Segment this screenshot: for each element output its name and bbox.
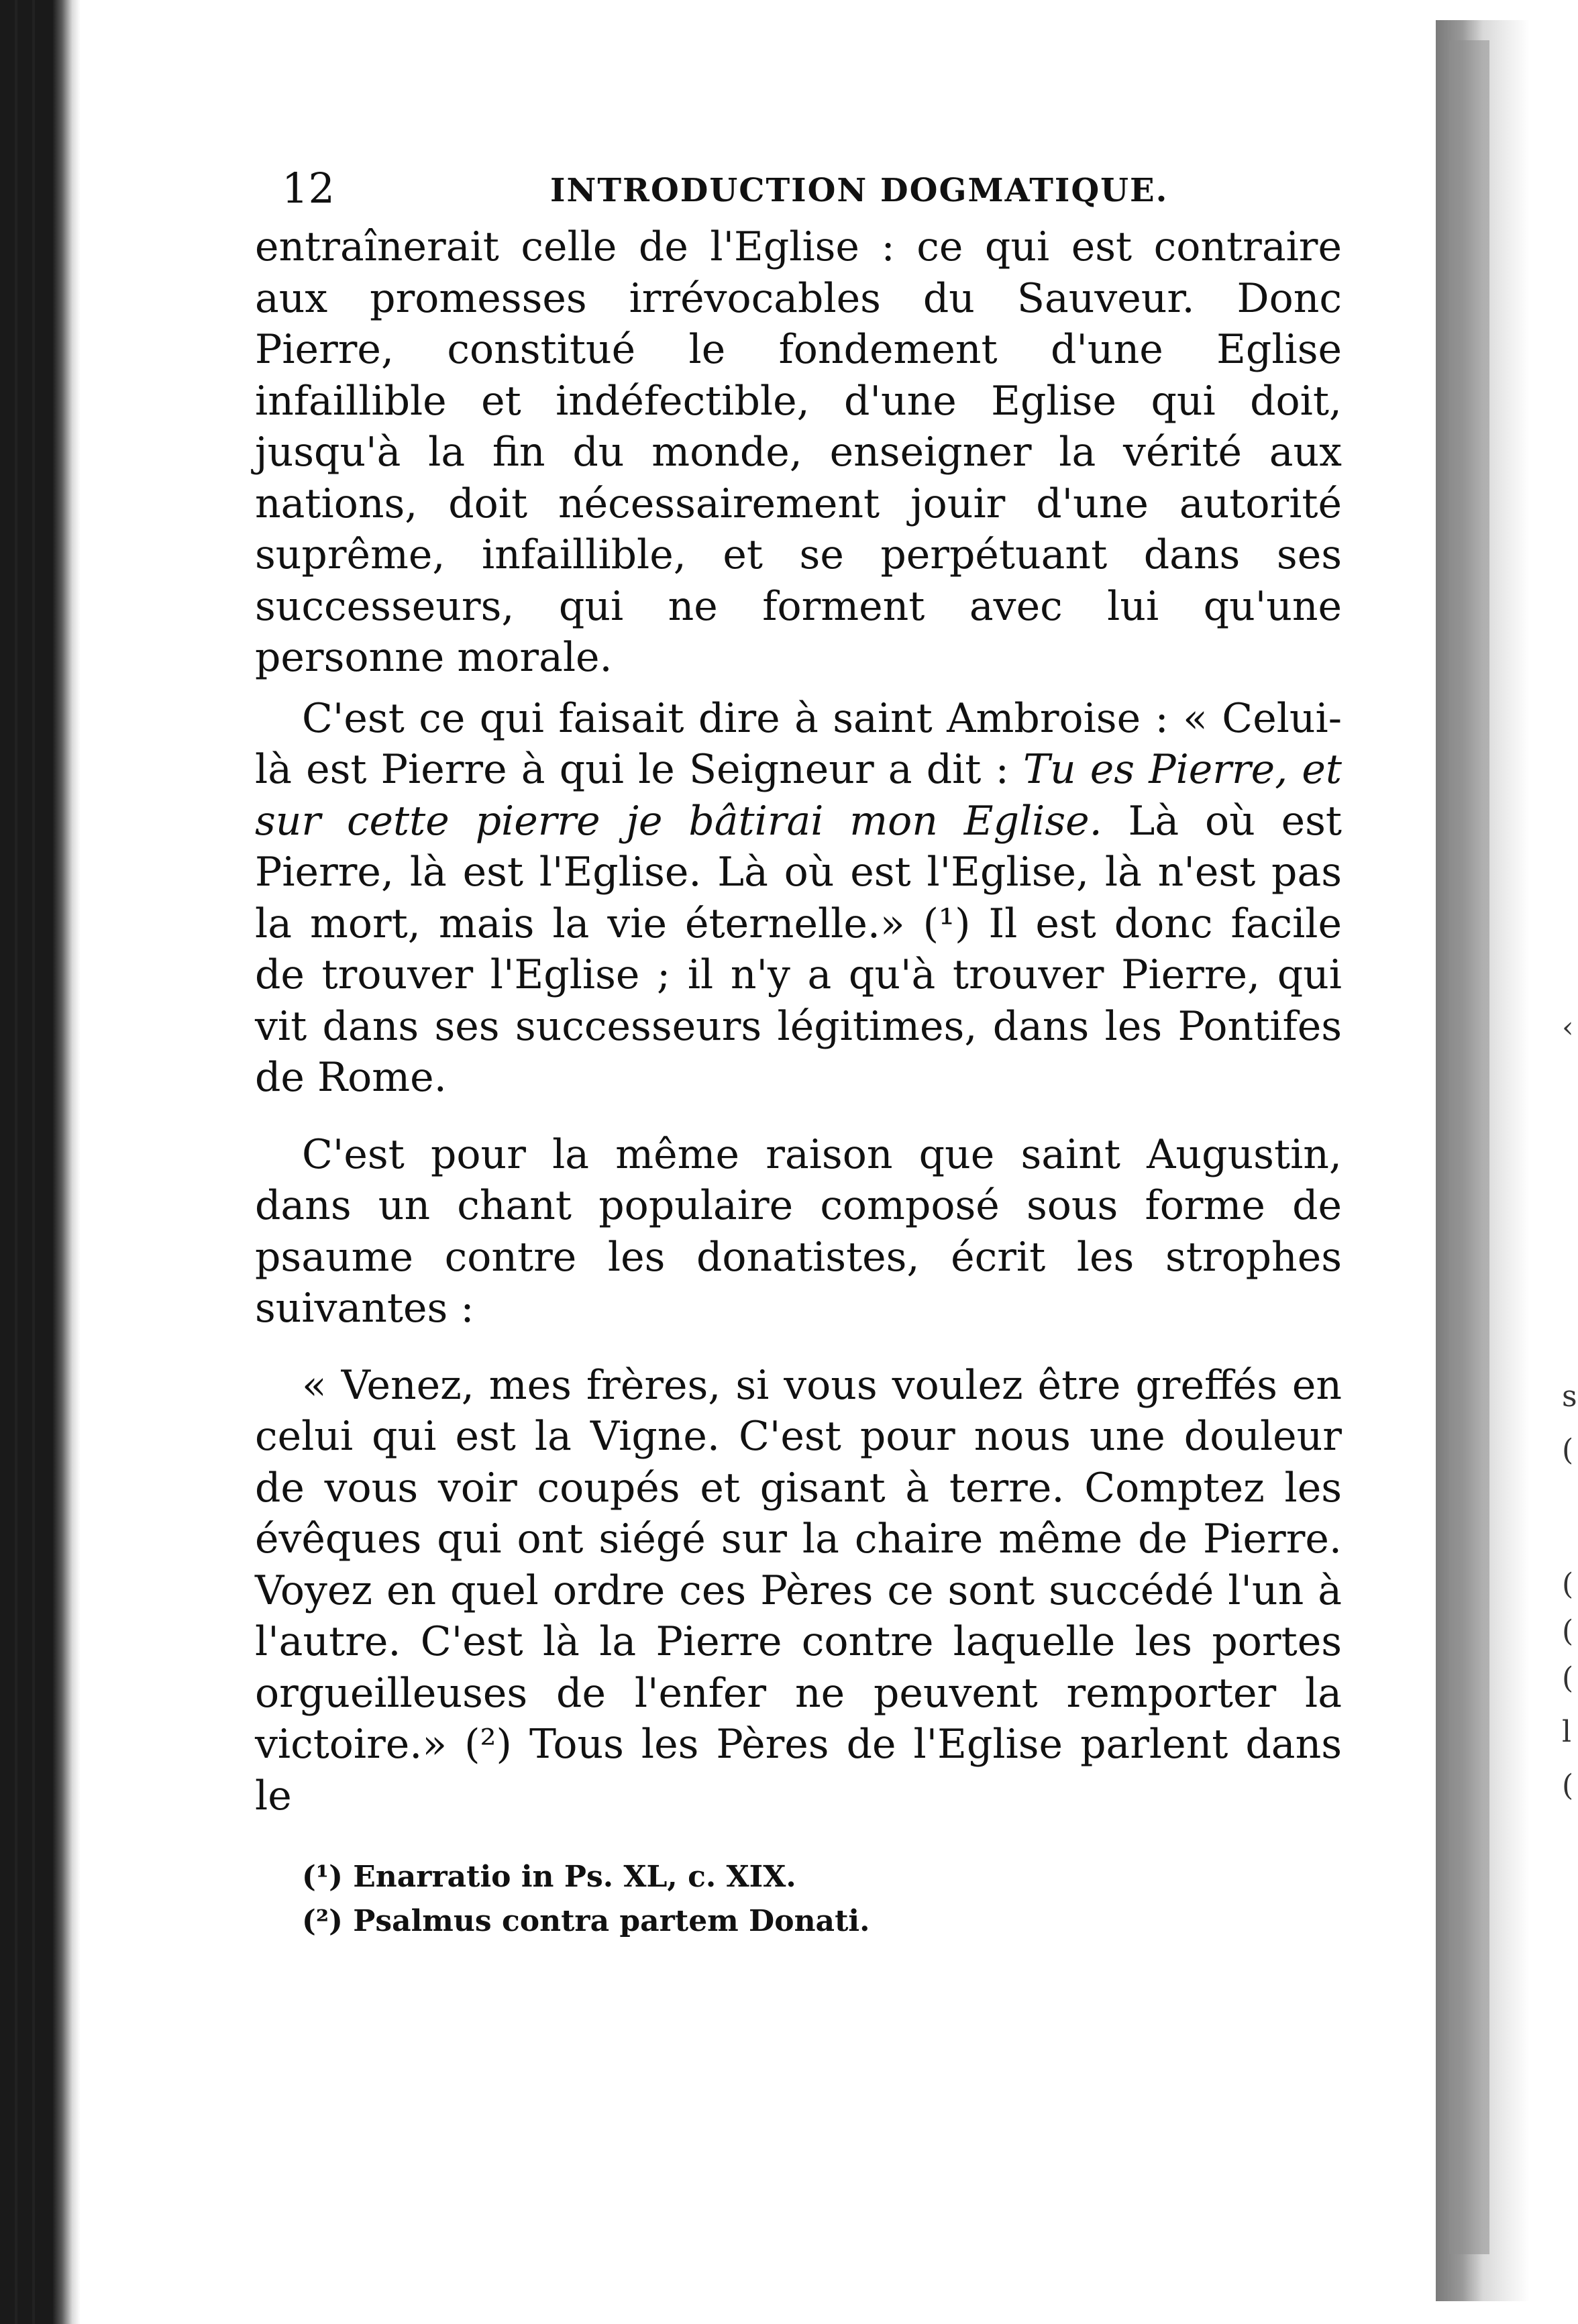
edge-glyph: (: [1562, 1567, 1574, 1601]
edge-glyph: s: [1562, 1379, 1577, 1414]
paragraph-text: Là où est Pierre, là est l'Eglise. Là où est l'Eglise, là n'est pas la mort, mais la vie éternelle.» (¹) Il est donc facile de trouver l'Eglise ; il n'y a qu'à trouver Pierre, qui vit dans ses successeurs légitimes, dans les Pontifes de Rome.: [255, 797, 1342, 1101]
footnote: (¹) Enarratio in Ps. XL, c. XIX.: [302, 1860, 796, 1894]
paragraph-text: C'est ce qui faisait dire à saint Ambroise : « Celui-là est Pierre à qui le Seigneur a dit :: [255, 694, 1342, 793]
paragraph-text: entraînerait celle de l'Eglise : ce qui est contraire aux promesses irrévocables du Sauveur. Donc Pierre, constitué le fondement d'une Eglise infaillible et indéfectible, d'une Eglise qui doit, jusqu'à la fin du monde, enseigner la vérité aux nations, doit nécessairement jouir d'une autorité suprême, infaillible, et se perpétuant dans ses successeurs, qui ne forment avec lui qu'une personne morale.: [255, 223, 1342, 681]
edge-glyph: (: [1562, 1768, 1574, 1803]
edge-glyph: (: [1562, 1661, 1574, 1695]
paragraph: [255, 1360, 1342, 1822]
footnote: (²) Psalmus contra partem Donati.: [302, 1904, 870, 1938]
paragraph: [255, 693, 1342, 1104]
page-number: 12: [282, 164, 335, 213]
edge-glyph: l: [1562, 1715, 1572, 1749]
edge-glyph: (: [1562, 1433, 1574, 1467]
body-text: [255, 221, 1342, 1821]
running-head: INTRODUCTION DOGMATIQUE.: [550, 172, 1169, 209]
page-header: [255, 148, 1342, 221]
next-page-shadow-band: [1449, 40, 1489, 2254]
book-page: [255, 148, 1342, 1944]
book-spine-shadow: [0, 0, 81, 2324]
spine-line: [32, 0, 35, 2324]
paragraph: [255, 1129, 1342, 1334]
footnotes: [255, 1855, 1342, 1944]
paragraph: [255, 221, 1342, 684]
scripture-quote: Tu es Pierre, et sur cette pierre je bâtirai mon Eglise.: [255, 746, 1343, 845]
paragraph-text: « Venez, mes frères, si vous voulez être greffés en celui qui est la Vigne. C'est pour nous une douleur de vous voir coupés et gisant à terre. Comptez les évêques qui ont siégé sur la chaire même de Pierre. Voyez en quel ordre ces Pères ce sont succédé l'un à l'autre. C'est là la Pierre contre laquelle les portes orgueilleuses de l'enfer ne peuvent remporter la victoire.» (²) Tous les Pères de l'Eglise parlent dans le: [255, 1361, 1342, 1819]
paragraph-text: C'est pour la même raison que saint Augustin, dans un chant populaire composé sous forme de psaume contre les donatistes, écrit les strophes suivantes :: [255, 1130, 1342, 1332]
spine-line: [15, 0, 17, 2324]
edge-glyph: ‹: [1562, 1010, 1574, 1045]
edge-glyph: (: [1562, 1614, 1574, 1648]
